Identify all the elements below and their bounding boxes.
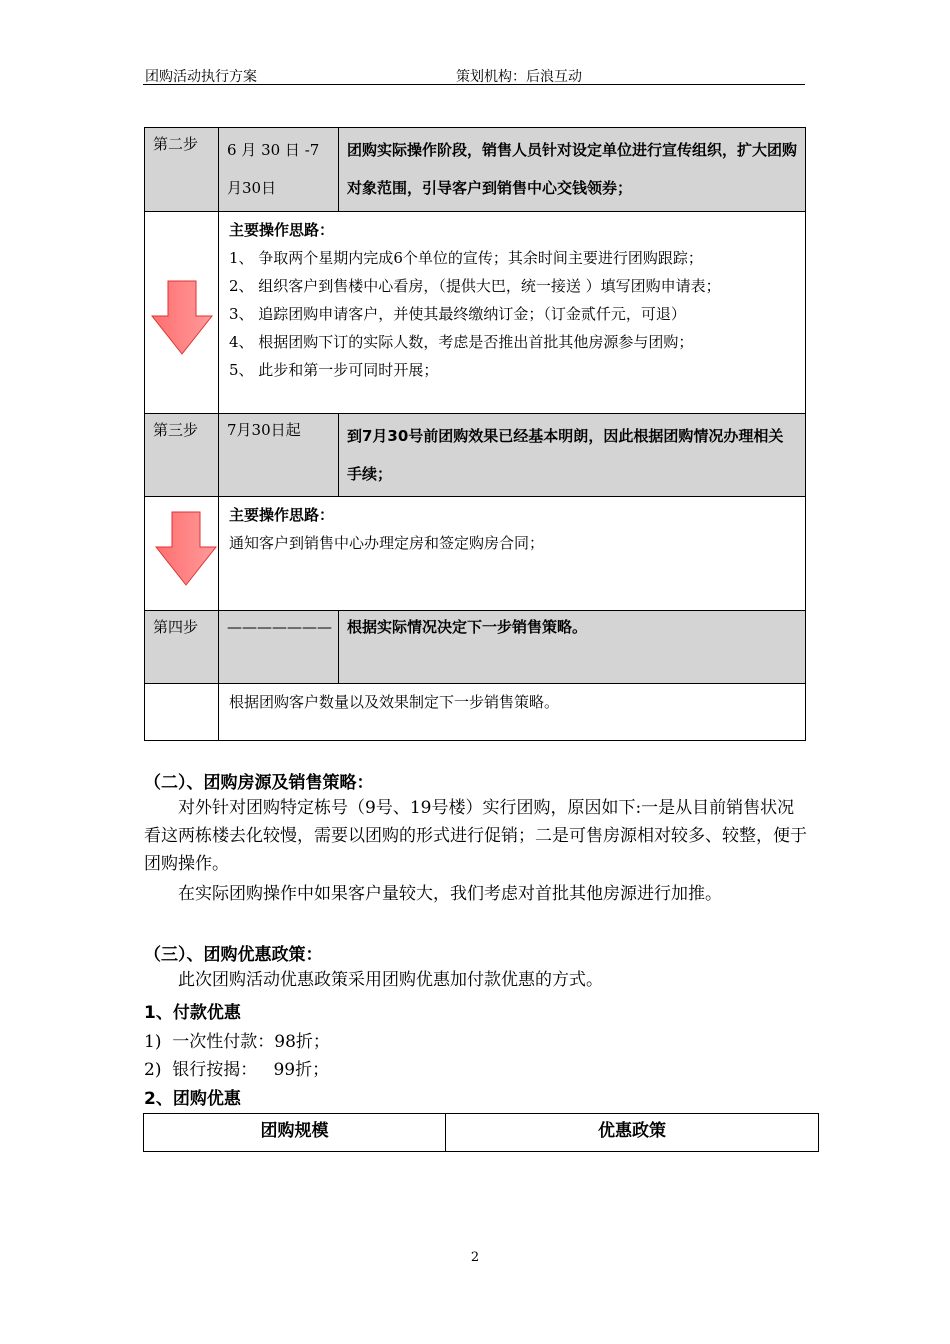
step-desc: 根据实际情况决定下一步销售策略。 — [347, 618, 588, 636]
step-desc-cell — [339, 611, 806, 684]
step-date: 6 月 30 日 -7 月30日 — [227, 141, 320, 197]
header-doc-title: 团购活动执行方案 — [145, 69, 257, 85]
ideas-cell — [219, 212, 806, 414]
steps-table — [144, 127, 806, 741]
ideas-item: 4、 根据团购下订的实际人数，考虑是否推出首批其他房源参与团购； — [229, 333, 694, 351]
step-ideas-row — [145, 212, 806, 414]
step-label-cell — [145, 414, 219, 497]
ideas-item: 3、 追踪团购申请客户，并使其最终缴纳订金；（订金贰仟元，可退） — [229, 305, 686, 323]
step-desc-cell — [339, 414, 806, 497]
down-arrow-icon — [151, 280, 213, 356]
group-discount-title: 2、团购优惠 — [144, 1089, 241, 1109]
step-label: 第二步 — [153, 135, 199, 153]
step-ideas-row — [145, 684, 806, 741]
section2-paragraph: 在实际团购操作中如果客户量较大，我们考虑对首批其他房源进行加推。 — [178, 884, 722, 904]
step-row — [145, 414, 806, 497]
step-label: 第四步 — [153, 618, 199, 636]
ideas-item: 2、 组织客户到售楼中心看房，（提供大巴，统一接送 ）填写团购申请表； — [229, 277, 721, 295]
pay-discount-title: 1、付款优惠 — [144, 1003, 241, 1023]
step-ideas-row — [145, 497, 806, 611]
step-row — [145, 611, 806, 684]
pay-item: 2) 银行按揭： 99折； — [144, 1060, 330, 1080]
table-header-scale: 团购规模 — [144, 1114, 446, 1152]
step-date: ——————— — [227, 618, 332, 636]
header-org: 策划机构：后浪互动 — [456, 69, 582, 85]
section3-title: （三）、团购优惠政策： — [144, 945, 323, 965]
step-desc: 团购实际操作阶段，销售人员针对设定单位进行宣传组织，扩大团购对象范围，引导客户到销售中心交钱领券； — [347, 141, 798, 197]
step-date-cell — [219, 414, 339, 497]
page-number: 2 — [470, 1250, 480, 1265]
ideas-item: 通知客户到销售中心办理定房和签定购房合同； — [229, 534, 545, 552]
pay-item: 1) 一次性付款：98折； — [144, 1032, 330, 1052]
section2-paragraph: 对外针对团购特定栋号（9号、19号楼）实行团购，原因如下:一是从目前销售状况看这两栋楼去化较慢，需要以团购的形式进行促销；二是可售房源相对较多、较整，便于团购操作。 — [144, 798, 807, 874]
ideas-cell — [219, 497, 806, 611]
step-date-cell — [219, 611, 339, 684]
down-arrow-icon — [155, 511, 217, 587]
step-label-cell — [145, 128, 219, 212]
step-date: 7月30日起 — [227, 421, 301, 439]
empty-cell — [145, 684, 219, 741]
arrow-cell — [145, 212, 219, 414]
arrow-cell — [145, 497, 219, 611]
step-label: 第三步 — [153, 421, 199, 439]
ideas-title: 主要操作思路： — [229, 221, 335, 239]
page-header — [143, 64, 805, 85]
ideas-item: 根据团购客户数量以及效果制定下一步销售策略。 — [229, 693, 560, 711]
ideas-title: 主要操作思路： — [229, 506, 335, 524]
section2-title: （二）、团购房源及销售策略： — [144, 773, 374, 793]
section3-intro: 此次团购活动优惠政策采用团购优惠加付款优惠的方式。 — [178, 970, 603, 990]
step-row — [145, 128, 806, 212]
ideas-item: 1、 争取两个星期内完成6个单位的宣传；其余时间主要进行团购跟踪； — [229, 249, 703, 267]
ideas-cell — [219, 684, 806, 741]
ideas-item: 5、 此步和第一步可同时开展； — [229, 361, 439, 379]
step-desc-cell — [339, 128, 806, 212]
step-label-cell — [145, 611, 219, 684]
policy-table — [143, 1113, 819, 1152]
table-header-policy: 优惠政策 — [446, 1114, 819, 1152]
step-date-cell — [219, 128, 339, 212]
step-desc: 到7月30号前团购效果已经基本明朗，因此根据团购情况办理相关手续； — [347, 427, 784, 483]
